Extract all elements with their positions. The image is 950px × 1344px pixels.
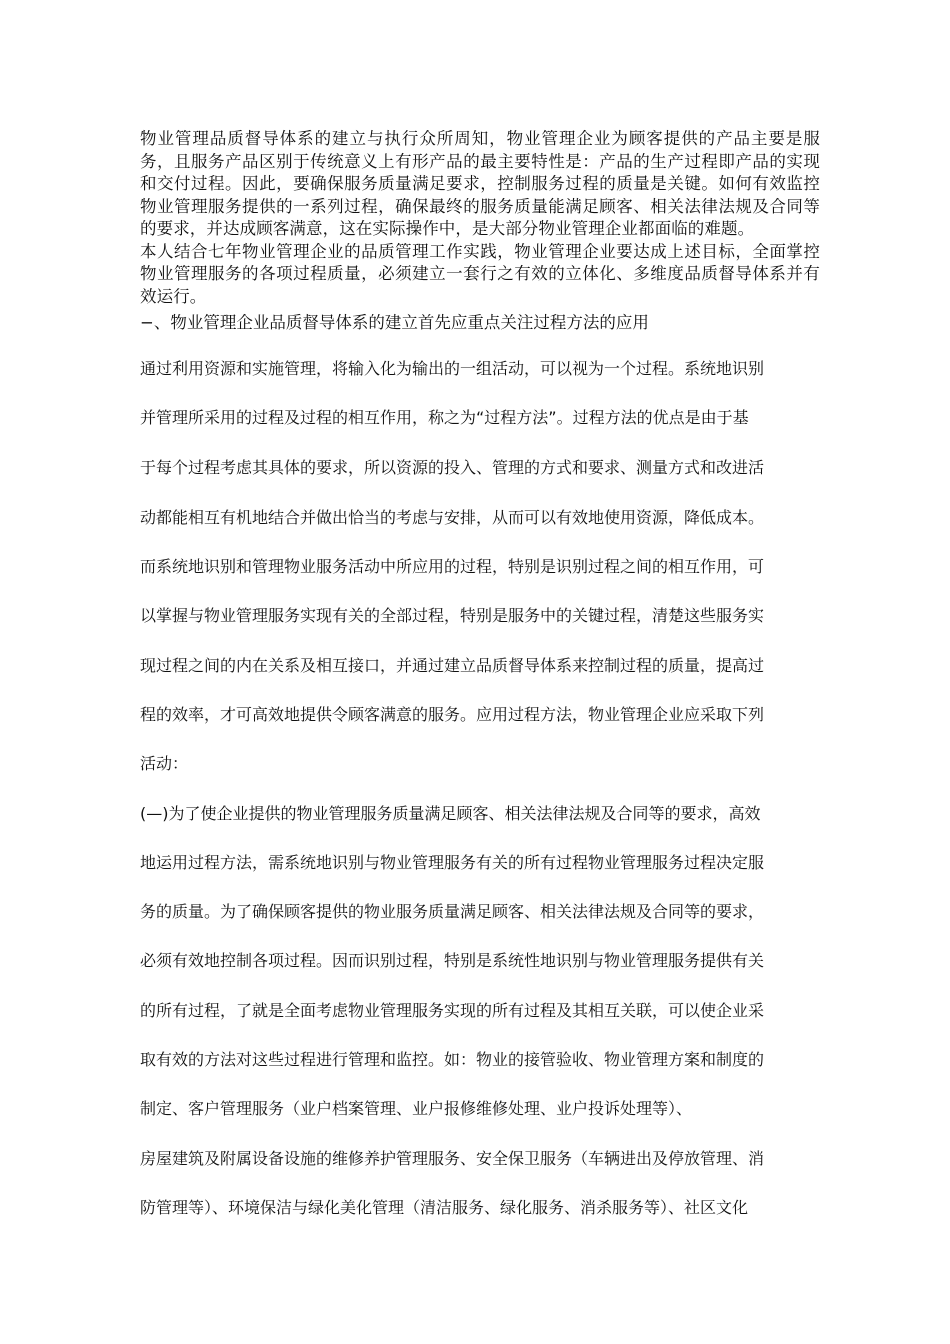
intro-paragraph-1: 物业管理品质督导体系的建立与执行众所周知，物业管理企业为顾客提供的产品主要是服务，且服务产品区别于传统意义上有形产品的最主要特性是：产品的生产过程即产品的实现和交付过程。因此，要确保服务质量满足要求，控制服务过程的质量是关键。如何有效监控物业管理服务提供的一系列过程，确保最终的服务质量能满足顾客、相关法律法规及合同等的要求，并达成顾客满意，这在实际操作中，是大部分物业管理企业都面临的难题。 [140,129,820,238]
body-line: 并管理所采用的过程及过程的相互作用，称之为“过程方法”。过程方法的优点是由于基 [140,408,749,427]
body-line: 以掌握与物业管理服务实现有关的全部过程，特别是服务中的关键过程，清楚这些服务实 [140,606,765,625]
body-line: 于每个过程考虑其具体的要求，所以资源的投入、管理的方式和要求、测量方式和改进活 [140,458,765,477]
body-line: (—)为了使企业提供的物业管理服务质量满足顾客、相关法律法规及合同等的要求，高效 [140,804,761,823]
body-line: 程的效率，才可高效地提供令顾客满意的服务。应用过程方法，物业管理企业应采取下列 [140,705,765,724]
intro-section [140,128,820,308]
intro-paragraph-2: 本人结合七年物业管理企业的品质管理工作实践，物业管理企业要达成上述目标，全面掌控物业管理服务的各项过程质量，必须建立一套行之有效的立体化、多维度品质督导体系并有效运行。 [140,241,820,306]
body-line: 制定、客户管理服务（业户档案管理、业户报修维修处理、业户投诉处理等）、 [140,1099,693,1118]
body-line: 现过程之间的内在关系及相互接口，并通过建立品质督导体系来控制过程的质量，提高过 [140,656,765,675]
body-line: 防管理等）、环境保洁与绿化美化管理（清洁服务、绿化服务、消杀服务等）、社区文化 [140,1198,749,1217]
body-line: 通过利用资源和实施管理，将输入化为输出的一组活动，可以视为一个过程。系统地识别 [140,359,765,378]
section-heading: −、物业管理企业品质督导体系的建立首先应重点关注过程方法的应用 [140,313,649,332]
body-line: 活动： [140,754,189,773]
body-line: 务的质量。为了确保顾客提供的物业服务质量满足顾客、相关法律法规及合同等的要求， [140,902,765,921]
body-line: 房屋建筑及附属设备设施的维修养护管理服务、安全保卫服务（车辆进出及停放管理、消 [140,1149,765,1168]
body-line: 动都能相互有机地结合并做出恰当的考虑与安排，从而可以有效地使用资源，降低成本。 [140,508,765,527]
body-line: 地运用过程方法，需系统地识别与物业管理服务有关的所有过程物业管理服务过程决定服 [140,853,765,872]
body-line: 取有效的方法对这些过程进行管理和监控。如：物业的接管验收、物业管理方案和制度的 [140,1050,765,1069]
body-line: 的所有过程，了就是全面考虑物业管理服务实现的所有过程及其相互关联，可以使企业采 [140,1001,765,1020]
body-line: 必须有效地控制各项过程。因而识别过程，特别是系统性地识别与物业管理服务提供有关 [140,951,765,970]
body-line: 而系统地识别和管理物业服务活动中所应用的过程，特别是识别过程之间的相互作用，可 [140,557,765,576]
